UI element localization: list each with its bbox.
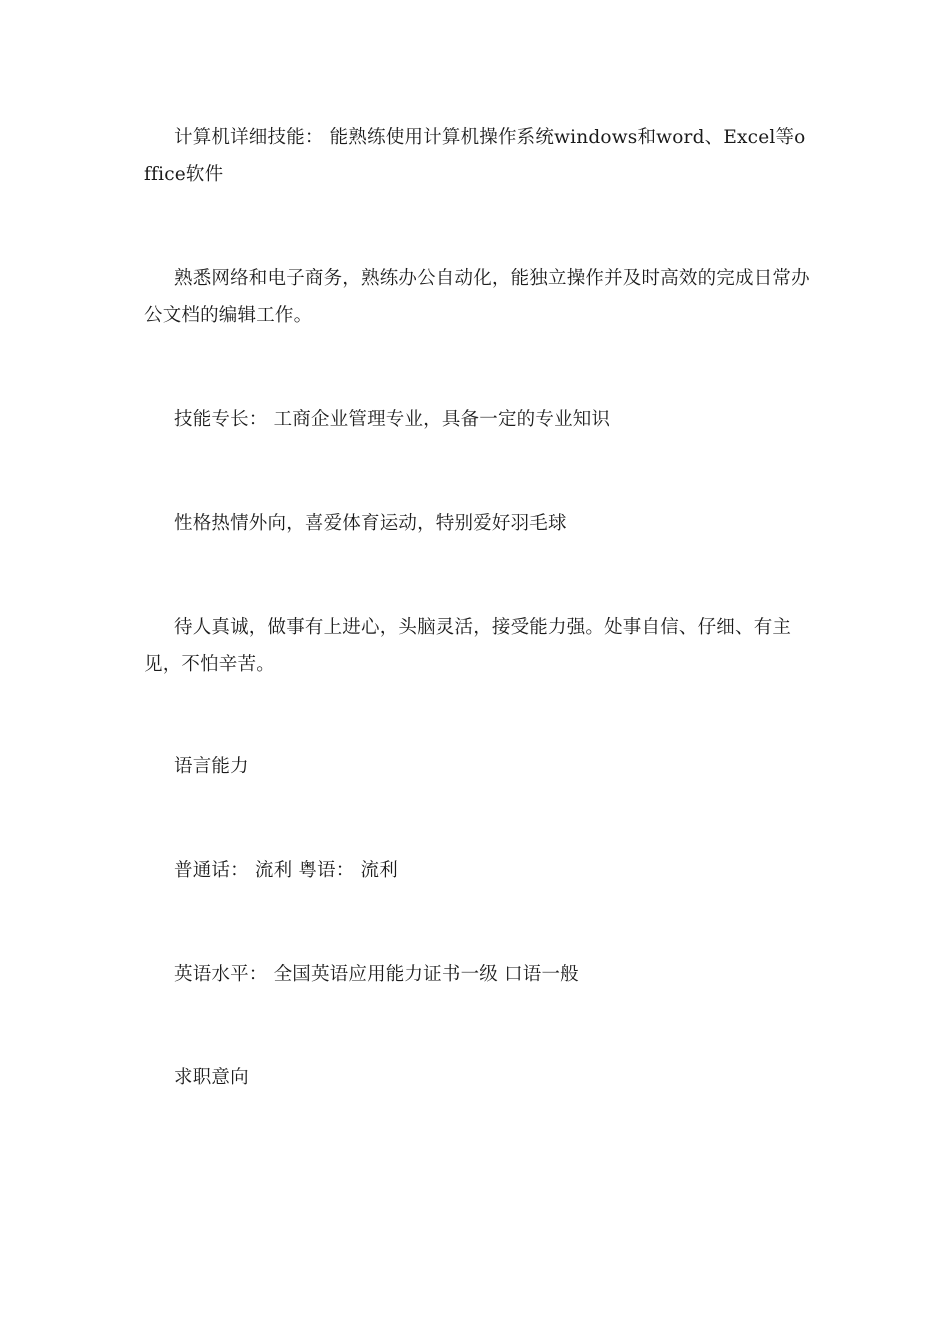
language-ability-heading: 语言能力: [174, 756, 249, 777]
personality-paragraph: 性格热情外向，喜爱体育运动，特别爱好羽毛球: [174, 513, 567, 534]
office-skills-paragraph: 熟悉网络和电子商务，熟练办公自动化，能独立操作并及时高效的完成日常办公文档的编辑工作。: [144, 268, 810, 326]
spoken-language-paragraph: 普通话： 流利 粤语： 流利: [174, 860, 398, 881]
specialty-paragraph: 技能专长： 工商企业管理专业，具备一定的专业知识: [174, 409, 611, 430]
attitude-paragraph: 待人真诚，做事有上进心，头脑灵活，接受能力强。处事自信、仔细、有主见，不怕辛苦。: [144, 617, 792, 675]
computer-skills-paragraph: 计算机详细技能： 能熟练使用计算机操作系统windows和word、Excel等office软件: [144, 127, 806, 185]
english-level-paragraph: 英语水平： 全国英语应用能力证书一级 口语一般: [174, 964, 579, 985]
job-intention-heading: 求职意向: [174, 1067, 249, 1088]
